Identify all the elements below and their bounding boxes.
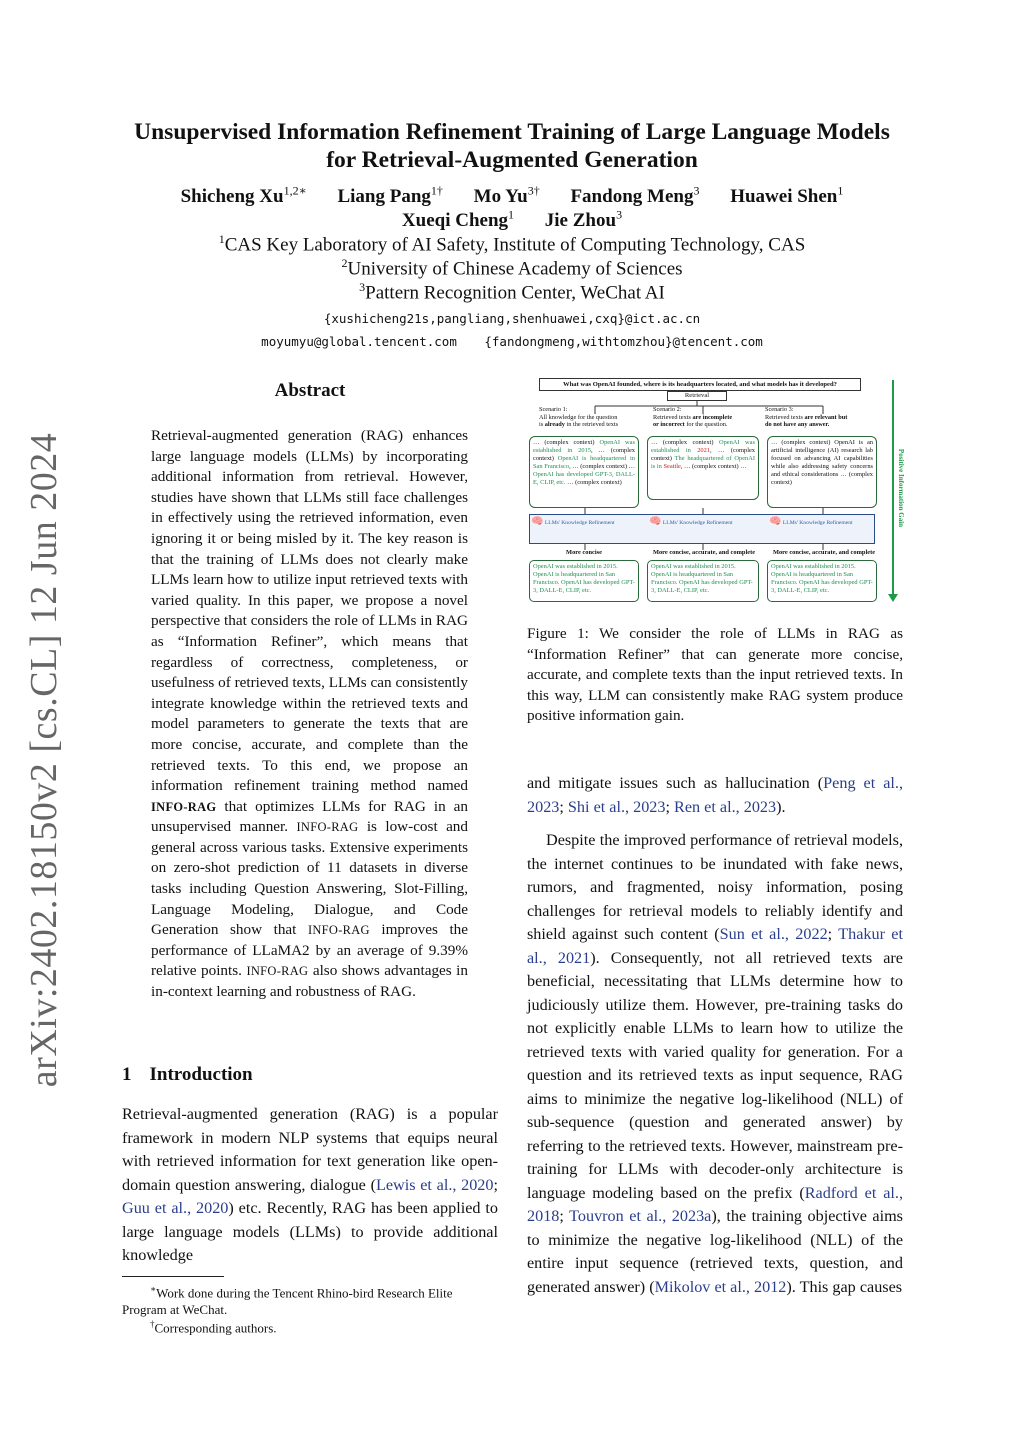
output-box-3: OpenAI was established in 2015. OpenAI is headquartered in San Francisco. OpenAI has developed GPT-3, DALL-E, CLIP, etc. [767,560,877,602]
brain-icon: 🧠 [769,516,782,527]
figure-retrieval-box: Retrieval [667,391,727,401]
abstract-body: Retrieval-augmented generation (RAG) enhances large language models (LLMs) by incorporating additional information from retrieval. However, studies have shown that LLMs still face challenges in effectively using the retrieved information, even ignoring it or being misled by it. The key reason is that the training of LLMs does not clearly make LLMs learn how to utilize input retrieved texts with varied quality. In this paper, we propose a novel perspective that considers the role of LLMs in RAG as “Information Refiner”, which means that regardless of correctness, completeness, or usefulness of retrieved texts, LLMs can consistently integrate knowledge within the retrieved texts and model parameters to generate the texts that are more concise, accurate, and complete than the retrieved texts. To this end, we propose an information refinement training method named INFO-RAG that optimizes LLMs for RAG in an unsupervised manner. INFO-RAG is low-cost and general across various tasks. Extensive experiments on zero-shot prediction of 11 datasets in diverse tasks including Question Answering, Slot-Filling, Language Modeling, Dialogue, and Code Generation show that INFO-RAG improves the performance of LLaMA2 by an average of 9.39% relative points. INFO-RAG also shows advantages in in-context learning and robustness of RAG. [151,427,469,1001]
footnote-1: ∗Work done during the Tencent Rhino-bird Research Elite Program at WeChat. [122,1284,453,1318]
arrow-down-icon [888,594,898,602]
citation-link[interactable]: Thakur et al., 2021 [527,925,903,967]
author: Liang Pang$^{1\dagger}$ [337,184,443,208]
citation-link[interactable]: Radford et al., 2018 [527,1183,903,1225]
paper-title [100,118,924,174]
citation-link[interactable]: Ren et al., 2023 [674,797,777,816]
llm-unit-1: 🧠 LLMs' Knowledge Refinement [531,516,615,527]
llm-unit-2: 🧠 LLMs' Knowledge Refinement [649,516,733,527]
intro-right-column [527,772,903,1299]
context-box-2: … (complex context) OpenAI was established in 2021, … (complex context) The headquartered of OpenAI is in Seattle, … (complex context) … [647,436,759,500]
author: Shicheng $Xu^{1,2∗}$ [180,184,307,208]
output-box-1: OpenAI was established in 2015. OpenAI is headquartered in San Francisco. OpenAI has developed GPT-3, DALL-E, CLIP, etc. [529,560,639,602]
authors-line-1 [100,184,924,208]
author: Xueqi Cheng$^1$ [401,208,515,232]
figure-caption: Figure 1: We consider the role of LLMs in RAG as “Information Refiner” that can generate more concise, accurate, and complete texts than the input retrieved texts. In this way, LLM can consistently make RAG system produce positive information gain. [527,625,903,725]
citation-link[interactable]: Sun et al., 2022 [719,925,828,943]
llm-unit-3: 🧠 LLMs' Knowledge Refinement [769,516,853,527]
affiliation-2: $^2$University of Chinese Academy of Sciences [341,256,683,280]
title-line-2: for Retrieval-Augmented Generation [326,147,698,173]
intro-paragraph-2: Despite the improved performance of retrieval models, the internet continues to be inundated with fake news, rumors, and fragmented, noisy information, posing challenges for retrieval models to reliably identify and shield against such content (Sun et al., 2022; Thakur et al., 2021). Consequently, not all retrieved texts are beneficial, necessitating that LLMs determine how to judiciously utilize them. However, pre-training tasks do not explicitly enable LLMs to learn how to utilize the retrieved texts with varied quality for generation. For a question and its retrieved texts as input sequence, RAG aims to minimize the negative log-likelihood (NLL) of sub-sequence (question and generated answer) by referring to the retrieved texts. However, mainstream pre-training for LLMs with decoder-only architecture is language modeling based on the prefix (Radford et al., 2018; Touvron et al., 2023a), the training objective aims to minimize the negative log-likelihood (NLL) of the entire input sequence (retrieved texts, question, and generated answer) (Mikolov et al., 2012). This gap causes [527,831,903,1296]
author: Huawei Shen$^1$ [730,184,844,208]
citation-link[interactable]: Touvron et al., 2023a [569,1207,712,1225]
citation-link[interactable]: Lewis et al., 2020 [375,1175,494,1194]
arxiv-identifier [14,432,74,1088]
affiliation-1: $^1$CAS Key Laboratory of AI Safety, Institute of Computing Technology, CAS [218,232,806,256]
output-label-2: More concise, accurate, and complete [652,549,756,556]
arrow-shaft [892,380,894,598]
intro-paragraph-1: Retrieval-augmented generation (RAG) is a popular framework in modern NLP systems that equips neural with retrieved information for text generation like open-domain question answering, dialogue (Lewis et al., 2020; Guu et al., 2020) etc. Recently, RAG has been applied to large language models (LLMs) to provide additional knowledge [122,1105,498,1264]
method-name: INFO-RAG [151,799,217,814]
intro-paragraph-1-cont: and mitigate issues such as hallucination (Peng et al., 2023; Shi et al., 2023; Ren et al., 2023). [527,774,903,816]
author: Fandong Meng$^3$ [570,184,700,208]
brain-icon: 🧠 [531,516,544,527]
email-line-1: {xushicheng21s,pangliang,shenhuawei,cxq}@ict.ac.cn [323,311,701,326]
title-line-1: Unsupervised Information Refinement Training of Large Language Models [134,119,890,145]
figure-question-box: What was OpenAI founded, where is its headquarters located, and what models has it developed? [539,378,861,391]
author: Jie Zhou$^3$ [544,208,623,232]
output-label-3: More concise, accurate, and complete [772,549,876,556]
citation-link[interactable]: Shi et al., 2023 [567,797,666,816]
brain-icon: 🧠 [649,516,662,527]
authors-line-2 [100,208,924,232]
scenario-2: Scenario 2: Retrieved texts are incomplete or incorrect for the question. [653,406,733,429]
author: Mo $Yu^{3\dagger}$ [473,184,540,208]
scenario-1: Scenario 1: All knowledge for the question is already in the retrieved texts [539,406,619,429]
footnote-rule [122,1276,224,1277]
context-box-1: … (complex context) OpenAI was established in 2015, … (complex context) OpenAI is headquartered in San Francisco, … (complex context) … OpenAI has developed GPT-3, DALL-E, CLIP, etc. … (complex context) [529,436,639,508]
information-gain-arrow [887,378,907,604]
output-label-1: More concise [566,549,602,556]
footnote-2: †Corresponding authors. [150,1319,277,1336]
scenario-3: Scenario 3: Retrieved texts are relevant but do not have any answer. [765,406,848,429]
arxiv-id-text: arXiv:2402.18150v2 [cs.CL] 12 Jun 2024 [23,432,65,1088]
email-line-2 [100,334,924,349]
output-box-2: OpenAI was established in 2015. OpenAI is headquartered in San Francisco. OpenAI has developed GPT-3, DALL-E, CLIP, etc. [647,560,759,602]
figure-1 [527,378,911,608]
context-box-3: … (complex context) OpenAI is an artificial intelligence (AI) research lab focused on advancing AI capabilities while also addressing safety concerns and ethical considerations … (complex context) [767,436,877,508]
citation-link[interactable]: Mikolov et al., 2012 [654,1277,787,1296]
affiliation-3: $^3$Pattern Recognition Center, WeChat AI [359,280,665,304]
email: {fandongmeng,withtomzhou}@tencent.com [484,334,763,349]
section-heading-introduction: 1 Introduction [122,1064,253,1085]
email: moyumyu@global.tencent.com [261,334,457,349]
information-gain-label: Positive Information Gain [897,448,905,528]
citation-link[interactable]: Guu et al., 2020 [122,1199,229,1217]
abstract-heading: Abstract [274,380,346,401]
citation-link[interactable]: Peng et al., 2023 [527,774,903,816]
